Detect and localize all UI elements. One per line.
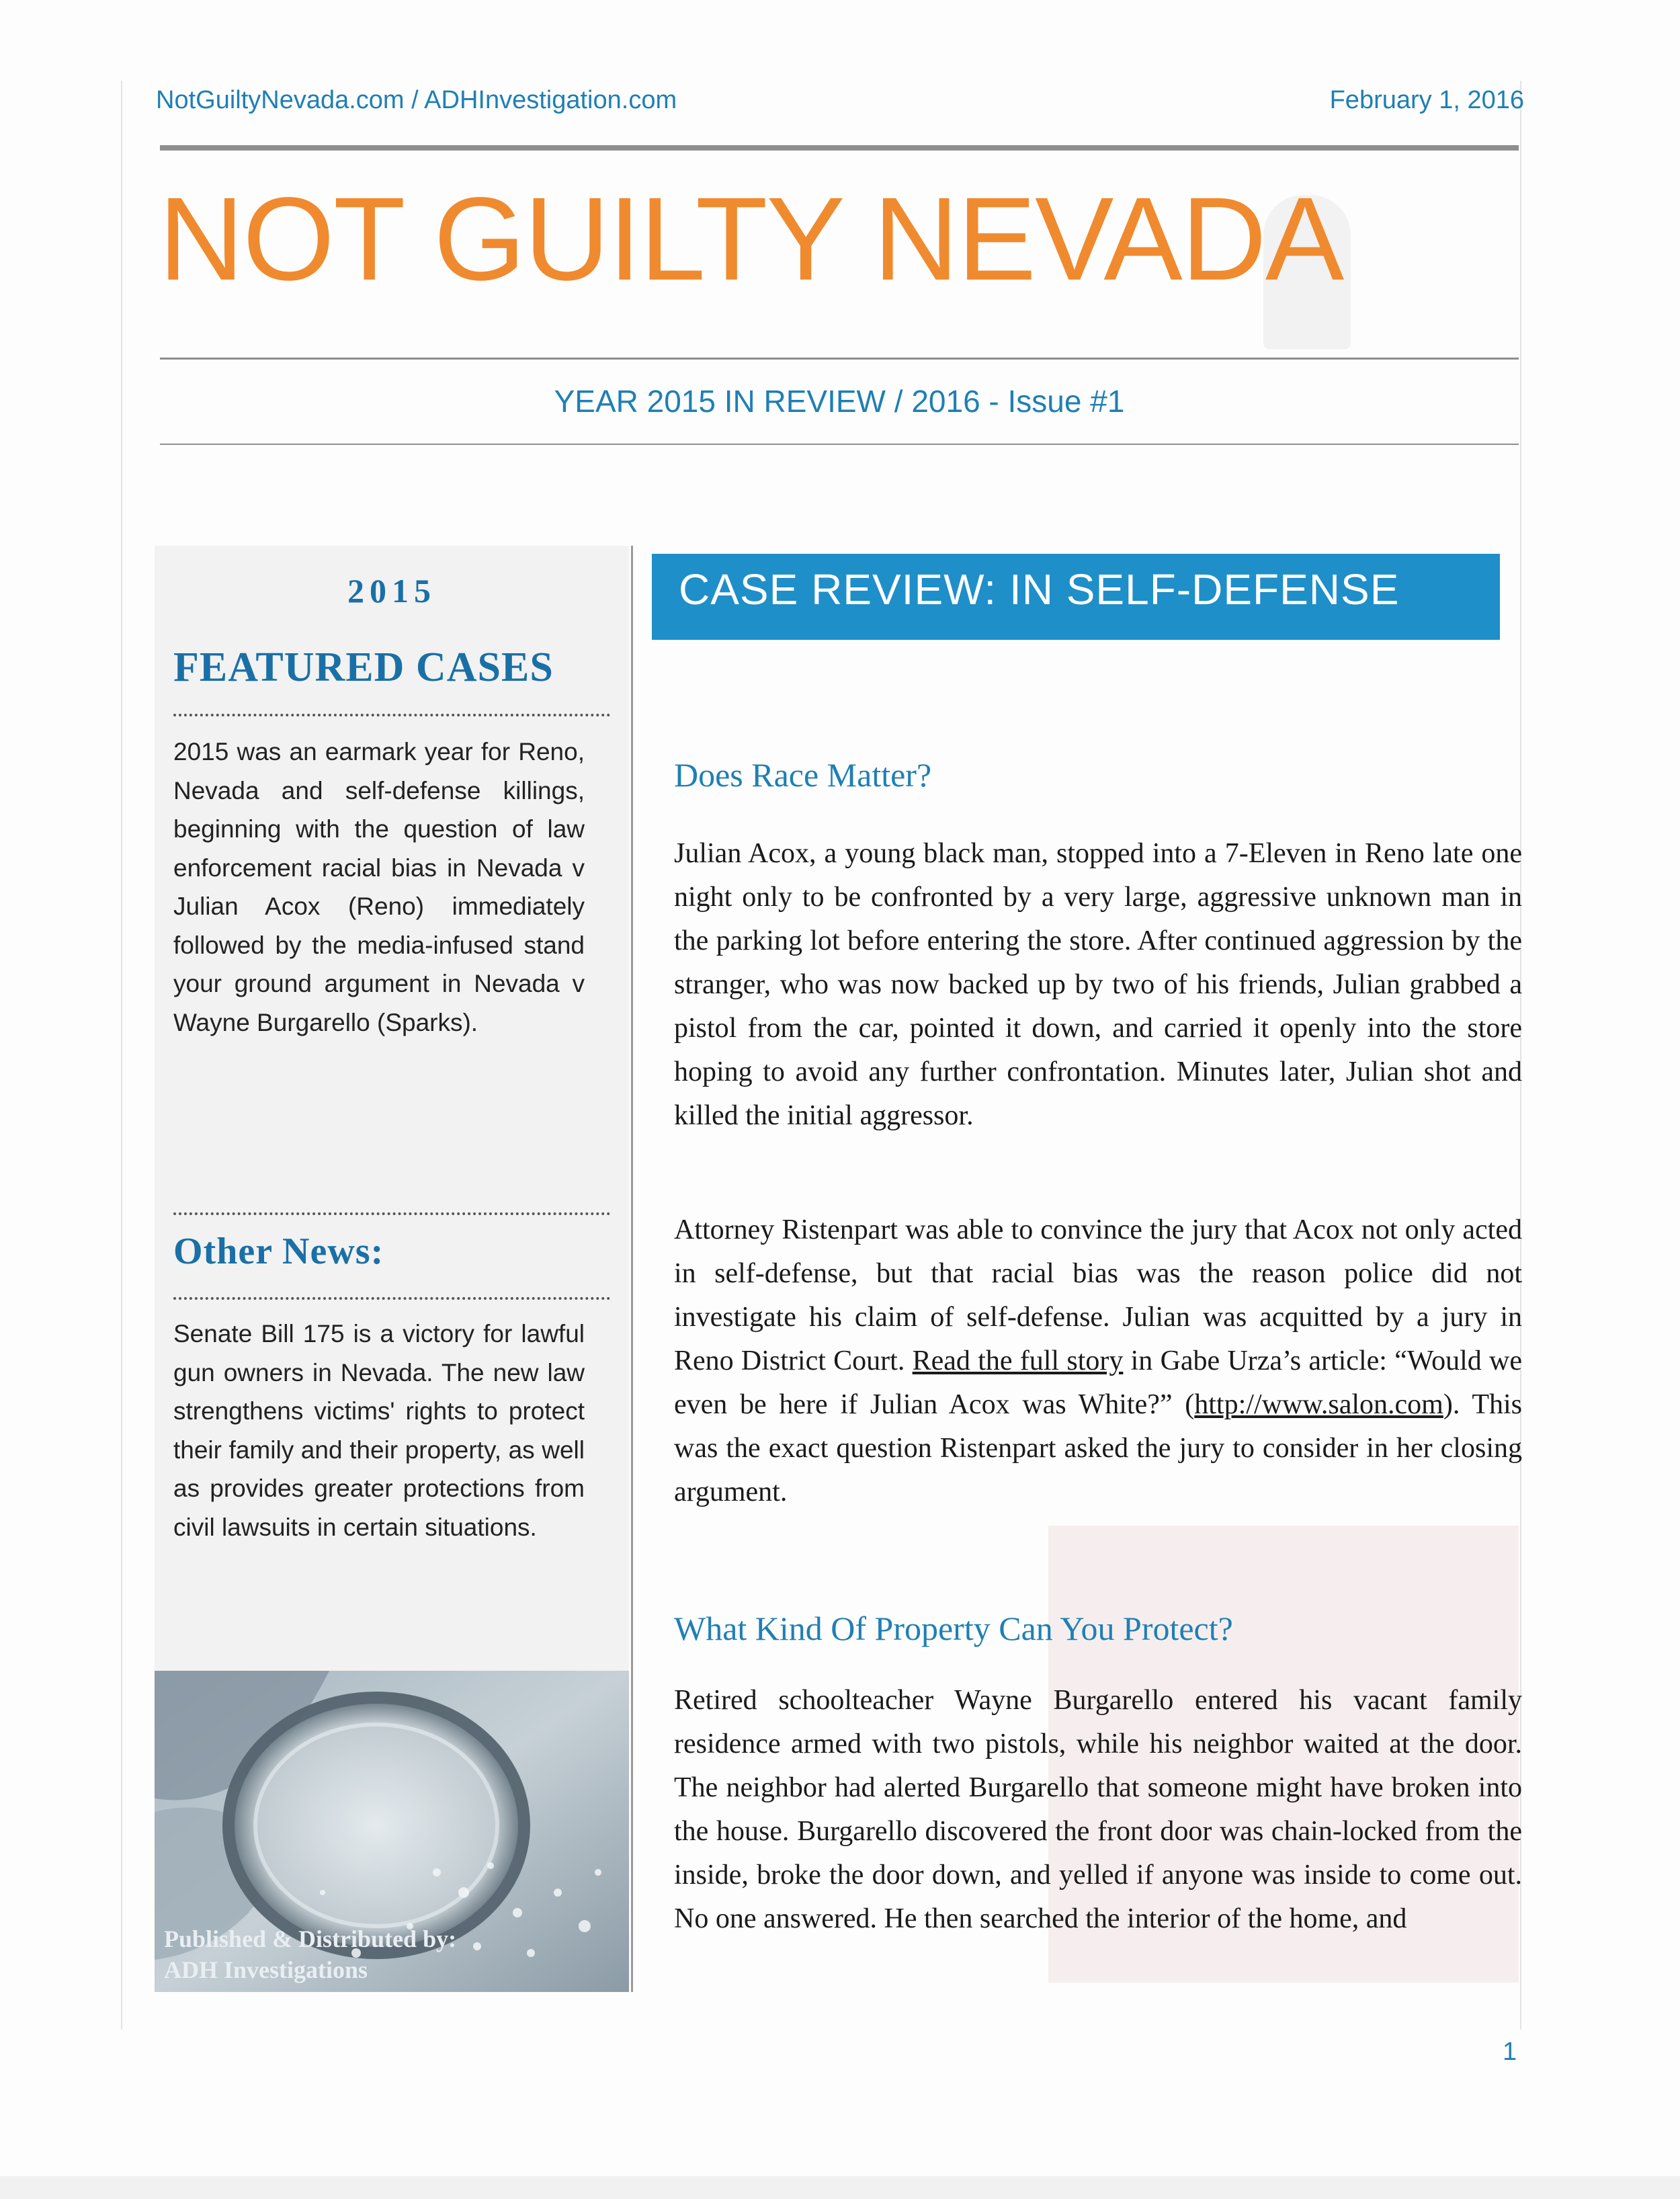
article-1-paragraph-2	[674, 1208, 1522, 1514]
featured-divider	[173, 714, 610, 716]
article-1-p2-text-b: in Gabe Urza’s article: “Would we even be here if Julian Acox was White?” (	[674, 1345, 1523, 1420]
issue-date: February 1, 2016	[1329, 86, 1524, 114]
article-2-paragraph-1: Retired schoolteacher Wayne Burgarello entered his vacant family residence armed with two pistols, while his neighbor waited at the door. The neighbor had alerted Burgarello that someone might have broken into the house. Burgarello discovered the front door was chain-locked from the inside, broke the door down, and yelled if anyone was inside to come out. No one answered. He then searched the interior of the home, and	[674, 1685, 1522, 1934]
featured-end-divider	[173, 1212, 610, 1215]
column-divider	[631, 546, 633, 1992]
other-news-text: Senate Bill 175 is a victory for lawful gun owners in Nevada. The new law strengthens victims' rights to protect their family and their property, as well as provides greater protections from civil lawsuits in certain situations.	[173, 1320, 585, 1541]
sidebar-year: 2015	[347, 572, 436, 610]
header-rule	[160, 145, 1519, 151]
caption-line-2: ADH Investigations	[164, 1956, 368, 1983]
article-1-p2-text-c: ). This was the exact question Ristenpart asked the jury to consider in her closing argument.	[674, 1389, 1522, 1507]
featured-cases-text: 2015 was an earmark year for Reno, Nevada and self-defense killings, beginning with the question of law enforcement racial bias in Nevada v Julian Acox (Reno) immediately followed by the media-infused stand your ground argument in Nevada v Wayne Burgarello (Sparks).	[173, 738, 585, 1036]
featured-cases-heading: FEATURED CASES	[173, 645, 554, 690]
issue-rule	[160, 444, 1519, 445]
article-1-p2-text-a: Attorney Ristenpart was able to convince the jury that Acox not only acted in self-defense, but that racial bias was the reason police did not investigate his claim of self-defense. Julian was acquitted by a jury in Reno District Court.	[674, 1214, 1522, 1376]
issue-line: YEAR 2015 IN REVIEW / 2016 - Issue #1	[554, 384, 1125, 419]
other-news-heading: Other News:	[173, 1231, 384, 1272]
other-news-divider	[173, 1297, 610, 1300]
article-1-paragraph-1: Julian Acox, a young black man, stopped into a 7-Eleven in Reno late one night only to be confronted by a very large, aggressive unknown man in the parking lot before entering the store. After continued aggression by the stranger, who was now backed up by two of his friends, Julian grabbed a pistol from the car, pointed it down, and carried it openly into the store hoping to avoid any further confrontation. Minutes later, Julian shot and killed the initial aggressor.	[674, 838, 1522, 1131]
site-links[interactable]: NotGuiltyNevada.com / ADHInvestigation.com	[156, 86, 677, 114]
salon-url-link[interactable]: http://www.salon.com	[1194, 1389, 1443, 1420]
masthead-rule	[160, 358, 1519, 360]
scan-edge-left	[121, 81, 122, 2030]
published-by-caption	[164, 1923, 456, 1985]
case-review-title: CASE REVIEW: IN SELF-DEFENSE	[679, 565, 1400, 614]
masthead-title: NOT GUILTY NEVADA	[159, 173, 1343, 305]
caption-line-1: Published & Distributed by:	[164, 1925, 457, 1952]
read-full-story-link[interactable]: Read the full story	[912, 1345, 1124, 1376]
article-2-heading: What Kind Of Property Can You Protect?	[674, 1610, 1233, 1647]
page-number: 1	[1503, 2038, 1517, 2066]
article-1-heading: Does Race Matter?	[674, 756, 932, 794]
scan-edge-bottom	[0, 2176, 1680, 2199]
